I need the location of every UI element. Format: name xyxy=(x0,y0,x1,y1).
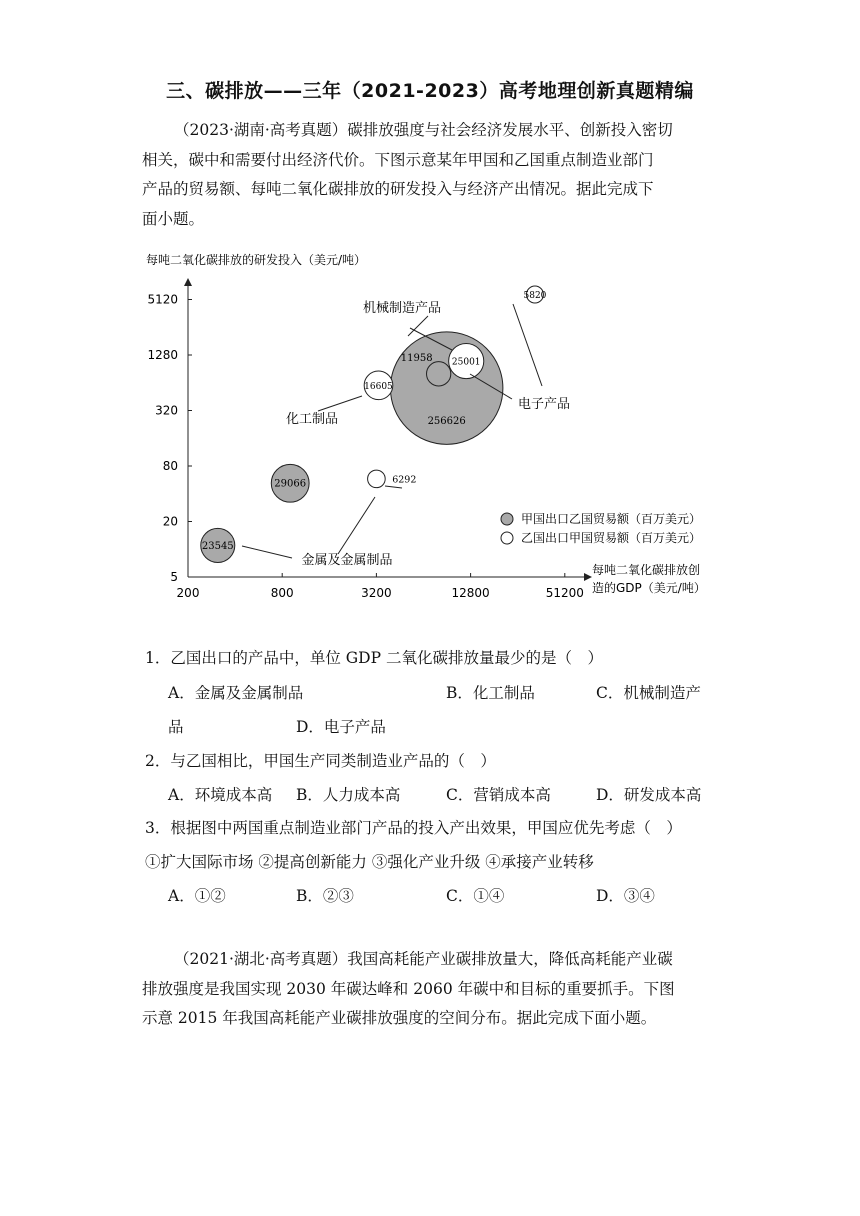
q2-option-a[interactable]: A．环境成本高 xyxy=(168,786,273,804)
y-tick-label: 1280 xyxy=(147,348,178,362)
question-3-stem: 3．根据图中两国重点制造业部门产品的投入产出效果，甲国应优先考虑（ ） xyxy=(145,819,682,837)
leader-line xyxy=(242,546,292,558)
leader-line xyxy=(385,486,402,488)
x-tick-label: 12800 xyxy=(451,586,490,600)
x-tick-label: 200 xyxy=(176,586,200,600)
question-2-stem: 2．与乙国相比，甲国生产同类制造业产品的（ ） xyxy=(145,752,496,770)
question-1-stem: 1．乙国出口的产品中，单位 GDP 二氧化碳排放量最少的是（ ） xyxy=(145,649,603,667)
bubble-value-label: 29066 xyxy=(274,478,307,490)
q2-option-d[interactable]: D．研发成本高 xyxy=(596,786,702,804)
bubble-point xyxy=(368,470,386,488)
q3-option-d[interactable]: D．③④ xyxy=(596,887,655,905)
y-axis-label: 每吨二氧化碳排放的研发投入（美元/吨） xyxy=(146,253,367,267)
q3-statements: ①扩大国际市场 ②提高创新能力 ③强化产业升级 ④承接产业转移 xyxy=(145,853,594,871)
y-tick-label: 5 xyxy=(170,570,178,584)
leader-line xyxy=(318,396,362,411)
chart-bubbles xyxy=(201,286,547,562)
leader-line xyxy=(408,316,428,336)
chart-legend xyxy=(501,511,701,545)
y-tick-label: 5120 xyxy=(147,292,178,307)
q3-option-b[interactable]: B．②③ xyxy=(296,887,354,905)
passage-1-line-3: 产品的贸易额、每吨二氧化碳排放的研发投入与经济产出情况。据此完成下 xyxy=(142,180,654,198)
q3-option-c[interactable]: C．①④ xyxy=(446,887,505,905)
legend-marker-yi xyxy=(501,532,513,544)
y-tick-label: 80 xyxy=(162,459,178,473)
label-chemicals: 化工制品 xyxy=(285,412,339,427)
x-tick-label: 3200 xyxy=(361,586,392,600)
passage-1-line-2: 相关，碳中和需要付出经济代价。下图示意某年甲国和乙国重点制造业部门 xyxy=(142,150,654,169)
x-axis-label-line-2: 造的GDP（美元/吨） xyxy=(592,581,706,595)
chart-annotations xyxy=(242,300,570,568)
y-tick-label: 20 xyxy=(162,514,178,529)
bubble-chart xyxy=(140,244,760,614)
leader-line xyxy=(338,497,375,554)
q1-option-b[interactable]: B．化工制品 xyxy=(446,684,535,702)
bubble-value-label: 23545 xyxy=(201,540,234,552)
passage-2-line-2: 排放强度是我国实现 2030 年碳达峰和 2060 年碳中和目标的重要抓手。下图 xyxy=(142,979,675,998)
bubble-value-label: 5820 xyxy=(523,291,547,302)
passage-2 xyxy=(142,945,720,1034)
bubble-value-label: 16605 xyxy=(364,381,393,392)
q1-option-d[interactable]: D．电子产品 xyxy=(296,718,386,736)
q1-option-a[interactable]: A．金属及金属制品 xyxy=(168,684,304,702)
y-tick-label: 320 xyxy=(155,403,178,418)
passage-2-line-1: （2021·湖北·高考真题）我国高耗能产业碳排放量大，降低高耗能产业碳 xyxy=(174,950,673,968)
bubble-point xyxy=(390,332,502,444)
page-title: 三、碳排放——三年（2021-2023）高考地理创新真题精编 xyxy=(166,80,694,102)
legend-label-jia: 甲国出口乙国贸易额（百万美元） xyxy=(521,512,702,526)
bubble-value-label: 256626 xyxy=(427,416,466,428)
leader-line xyxy=(513,304,542,386)
label-electronics: 电子产品 xyxy=(517,397,571,412)
bubble-point xyxy=(427,362,451,386)
passage-1 xyxy=(142,116,720,234)
legend-label-yi: 乙国出口甲国贸易额（百万美元） xyxy=(521,531,702,545)
q2-option-c[interactable]: C．营销成本高 xyxy=(446,786,551,804)
q1-option-c-continued: 品 xyxy=(168,718,184,736)
q2-option-b[interactable]: B．人力成本高 xyxy=(296,786,401,804)
q1-option-c[interactable]: C．机械制造产 xyxy=(596,684,701,702)
q3-option-a[interactable]: A．①② xyxy=(168,887,226,905)
x-tick-label: 800 xyxy=(270,586,294,600)
bubble-value-label: 11958 xyxy=(400,352,433,364)
x-tick-label: 51200 xyxy=(545,586,584,600)
bubble-value-label: 6292 xyxy=(392,474,417,486)
legend-marker-jia xyxy=(501,513,513,525)
label-machinery: 机械制造产品 xyxy=(362,301,442,316)
passage-2-line-3: 示意 2015 年我国高耗能产业碳排放强度的空间分布。据此完成下面小题。 xyxy=(142,1009,657,1027)
bubble-value-label: 25001 xyxy=(451,357,481,368)
x-axis-label-line-1: 每吨二氧化碳排放创 xyxy=(592,563,701,577)
passage-1-line-4: 面小题。 xyxy=(142,209,205,228)
passage-1-line-1: （2023·湖南·高考真题）碳排放强度与社会经济发展水平、创新投入密切 xyxy=(174,121,673,139)
label-metals: 金属及金属制品 xyxy=(301,553,393,568)
